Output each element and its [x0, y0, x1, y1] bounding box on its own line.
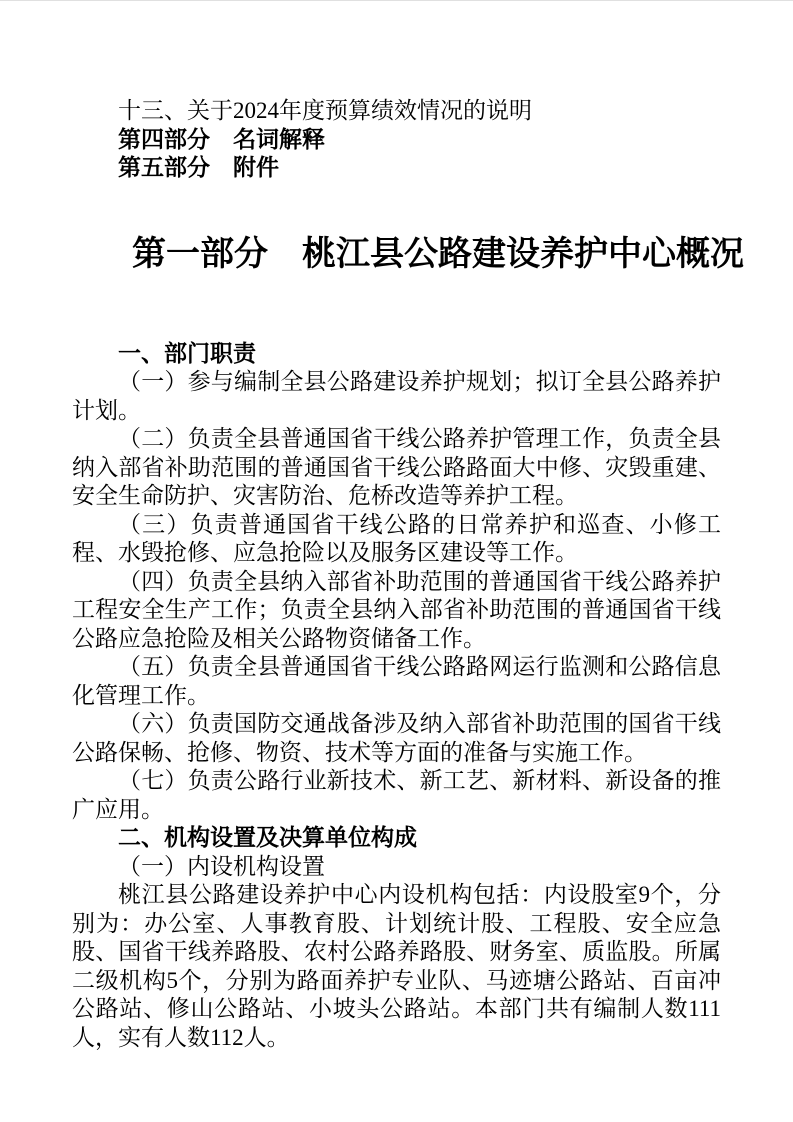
toc-item: 十三、关于2024年度预算绩效情况的说明 [118, 98, 532, 123]
section-paragraph: 桃江县公路建设养护中心内设机构包括：内设股室9个，分别为：办公室、人事教育股、计划统计股、工程股、安全应急股、国省干线养路股、农村公路养路股、财务室、质监股。所属二级机构5个，分别为路面养护专业队、马迹塘公路站、百亩冲公路站、修山公路站、小坡头公路站。本部门共有编制人数111人，实有人数112人。 [72, 882, 721, 1050]
section-paragraph: （七）负责公路行业新技术、新工艺、新材料、新设备的推广应用。 [72, 768, 721, 822]
section-paragraph: （三）负责普通国省干线公路的日常养护和巡查、小修工程、水毁抢修、应急抢险以及服务区建设等工作。 [72, 511, 721, 565]
section-paragraph: 一、部门职责 [118, 340, 256, 366]
section-paragraph: （四）负责全县纳入部省补助范围的普通国省干线公路养护工程安全生产工作；负责全县纳入部省补助范围的普通国省干线公路应急抢险及相关公路物资储备工作。 [72, 568, 721, 651]
section-paragraph: （一）内设机构设置 [118, 853, 325, 879]
document-body [72, 340, 721, 1053]
section-paragraph: 二、机构设置及决算单位构成 [118, 825, 417, 850]
document-content [72, 97, 744, 1052]
toc-block [72, 97, 721, 183]
part-one-title: 第一部分 桃江县公路建设养护中心概况 [132, 235, 744, 273]
toc-item: 第五部分 附件 [118, 155, 279, 180]
section-paragraph: （二）负责全县普通国省干线公路养护管理工作，负责全县纳入部省补助范围的普通国省干线公路路面大中修、灾毁重建、安全生命防护、灾害防治、危桥改造等养护工程。 [72, 426, 721, 508]
section-paragraph: （五）负责全县普通国省干线公路路网运行监测和公路信息化管理工作。 [72, 654, 721, 708]
toc-item: 第四部分 名词解释 [118, 126, 325, 152]
section-paragraph: （一）参与编制全县公路建设养护规划；拟订全县公路养护计划。 [72, 369, 721, 423]
section-paragraph: （六）负责国防交通战备涉及纳入部省补助范围的国省干线公路保畅、抢修、物资、技术等方面的准备与实施工作。 [72, 711, 721, 765]
